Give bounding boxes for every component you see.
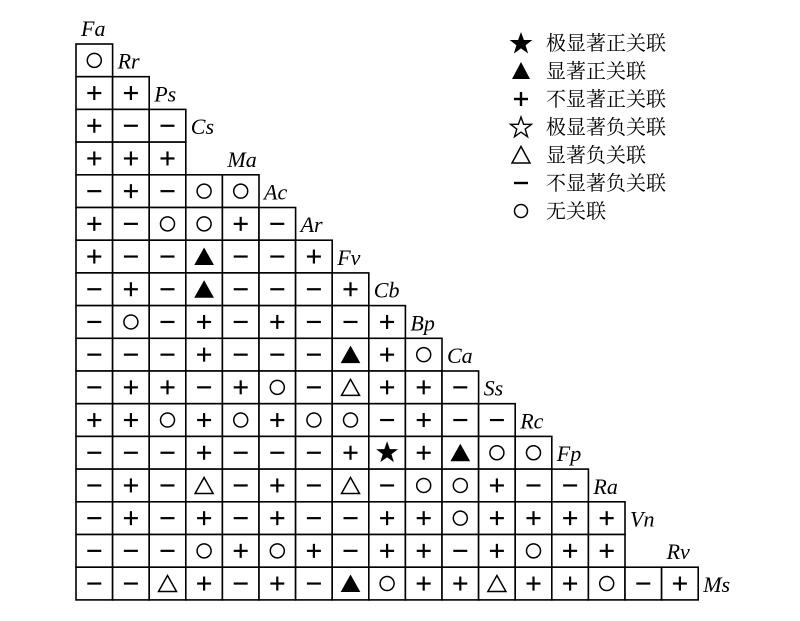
matrix-cell [113, 77, 150, 110]
matrix-cell [149, 109, 186, 142]
matrix-cell [259, 535, 296, 568]
species-label: Vn [630, 506, 655, 532]
matrix-cell [332, 404, 369, 437]
matrix-cell [186, 404, 223, 437]
species-label: Ca [447, 343, 473, 368]
matrix-cell [113, 567, 150, 600]
species-label: Cb [373, 277, 400, 303]
matrix-cell [76, 404, 113, 437]
matrix-cell [369, 338, 406, 371]
hollow-triangle-icon [508, 143, 534, 167]
matrix-cell [222, 371, 259, 404]
matrix-cell [296, 306, 333, 339]
matrix-cell [113, 502, 150, 535]
matrix-cell [113, 404, 150, 437]
matrix-cell [76, 338, 113, 371]
matrix-cell [296, 535, 333, 568]
matrix-cell [222, 273, 259, 306]
matrix-cell [259, 436, 296, 469]
matrix-cell [113, 436, 150, 469]
filled-star-icon [508, 31, 534, 55]
matrix-cell [222, 567, 259, 600]
hollow-star-icon [508, 115, 534, 139]
matrix-cell [113, 306, 150, 339]
legend-label: 极显著负关联 [546, 115, 666, 139]
matrix-cell [76, 436, 113, 469]
matrix-cell [76, 535, 113, 568]
matrix-cell [259, 502, 296, 535]
legend [508, 29, 666, 225]
matrix-cell [479, 502, 516, 535]
matrix-cell [296, 469, 333, 502]
matrix-cell [515, 567, 552, 600]
matrix-cell [405, 371, 442, 404]
matrix-cell [149, 273, 186, 306]
species-label: Ac [264, 179, 288, 205]
minus-icon [508, 171, 534, 195]
species-label: Fa [81, 16, 106, 41]
matrix-cell [113, 109, 150, 142]
matrix-cell [259, 273, 296, 306]
legend-label: 显著正关联 [546, 59, 646, 83]
matrix-cell [186, 469, 223, 502]
matrix-cell [113, 175, 150, 208]
legend-item-significant-positive [508, 57, 666, 85]
matrix-cell [296, 404, 333, 437]
matrix-cell [76, 371, 113, 404]
species-label: Cs [190, 114, 215, 140]
matrix-cell [369, 436, 406, 469]
species-label: Bp [410, 310, 435, 336]
matrix-cell [186, 240, 223, 273]
matrix-cell [405, 436, 442, 469]
matrix-cell [405, 338, 442, 371]
species-label: Ss [483, 375, 504, 401]
species-label: Ps [154, 81, 177, 107]
matrix-cell [259, 567, 296, 600]
matrix-cell [296, 240, 333, 273]
matrix-cell [296, 567, 333, 600]
matrix-cell [149, 142, 186, 175]
matrix-cell [113, 469, 150, 502]
matrix-cell [405, 502, 442, 535]
matrix-cell [76, 567, 113, 600]
matrix-cell [259, 404, 296, 437]
matrix-cell [76, 502, 113, 535]
legend-item-very-significant-negative [508, 113, 666, 141]
matrix-cell [515, 502, 552, 535]
species-label: Fv [337, 244, 361, 270]
matrix-cell [149, 502, 186, 535]
species-label: Rc [520, 408, 544, 434]
matrix-cell [405, 469, 442, 502]
matrix-cell [149, 371, 186, 404]
matrix-cell [588, 567, 625, 600]
matrix-cell [149, 175, 186, 208]
legend-label: 无关联 [546, 199, 606, 223]
matrix-cell [479, 469, 516, 502]
matrix-cell [222, 240, 259, 273]
matrix-cell [149, 404, 186, 437]
matrix-cell [259, 208, 296, 241]
matrix-cell [76, 208, 113, 241]
matrix-cell [76, 469, 113, 502]
matrix-cell [76, 44, 113, 77]
matrix-cell [76, 77, 113, 110]
matrix-cell [222, 535, 259, 568]
circle-icon [508, 199, 534, 223]
matrix-cell [442, 535, 479, 568]
matrix-cell [405, 567, 442, 600]
species-label: Ms [703, 571, 731, 597]
matrix-cell [442, 371, 479, 404]
matrix-cell [369, 306, 406, 339]
legend-item-very-significant-positive [508, 29, 666, 57]
matrix-cell [369, 469, 406, 502]
matrix-cell [552, 567, 589, 600]
matrix-cell [662, 567, 699, 600]
matrix-cell [515, 436, 552, 469]
matrix-cell [442, 404, 479, 437]
matrix-cell [369, 535, 406, 568]
matrix-cell [222, 469, 259, 502]
matrix-cell [296, 502, 333, 535]
matrix-cell [149, 338, 186, 371]
matrix-cell [149, 306, 186, 339]
legend-item-insignificant-positive [508, 85, 666, 113]
matrix-cell [186, 371, 223, 404]
matrix-cell [76, 240, 113, 273]
legend-label: 极显著正关联 [546, 31, 666, 55]
matrix-cell [222, 338, 259, 371]
species-label: Rv [666, 539, 690, 565]
matrix-cell [479, 567, 516, 600]
matrix-cell [113, 273, 150, 306]
matrix-cell [515, 469, 552, 502]
matrix-cell [332, 469, 369, 502]
plus-icon [508, 87, 534, 111]
matrix-cell [186, 175, 223, 208]
matrix-cell [149, 535, 186, 568]
matrix-cell [186, 338, 223, 371]
matrix-cell [369, 371, 406, 404]
species-label: Ra [593, 473, 618, 499]
matrix-cell [588, 535, 625, 568]
matrix-cell [186, 502, 223, 535]
matrix-cell [369, 502, 406, 535]
legend-label: 不显著正关联 [546, 87, 666, 111]
matrix-cell [113, 240, 150, 273]
matrix-cell [222, 208, 259, 241]
matrix-cell [332, 502, 369, 535]
matrix-cell [588, 502, 625, 535]
matrix-cell [332, 273, 369, 306]
legend-label: 不显著负关联 [546, 171, 666, 195]
matrix-cell [405, 535, 442, 568]
legend-item-significant-negative [508, 141, 666, 169]
matrix-cell [222, 175, 259, 208]
matrix-cell [76, 142, 113, 175]
matrix-cell [259, 338, 296, 371]
legend-label: 显著负关联 [546, 143, 646, 167]
matrix-cell [332, 371, 369, 404]
species-label: Ma [227, 146, 257, 172]
filled-triangle-icon [508, 59, 534, 83]
matrix-cell [113, 208, 150, 241]
matrix-cell [259, 306, 296, 339]
matrix-cell [113, 535, 150, 568]
matrix-cell [76, 175, 113, 208]
matrix-cell [405, 404, 442, 437]
matrix-cell [259, 371, 296, 404]
matrix-cell [76, 306, 113, 339]
matrix-cell [259, 469, 296, 502]
matrix-cell [369, 567, 406, 600]
species-label: Fp [556, 441, 582, 467]
matrix-cell [552, 535, 589, 568]
legend-item-no-association [508, 197, 666, 225]
species-label: Ar [300, 212, 323, 238]
matrix-cell [332, 306, 369, 339]
matrix-cell [222, 436, 259, 469]
matrix-cell [76, 273, 113, 306]
matrix-cell [625, 567, 662, 600]
matrix-cell [113, 371, 150, 404]
legend-item-insignificant-negative [508, 169, 666, 197]
matrix-cell [332, 567, 369, 600]
matrix-cell [149, 469, 186, 502]
matrix-cell [186, 208, 223, 241]
matrix-cell [296, 338, 333, 371]
matrix-cell [186, 436, 223, 469]
matrix-cell [442, 567, 479, 600]
matrix-cell [442, 436, 479, 469]
matrix-cell [186, 535, 223, 568]
matrix-cell [442, 469, 479, 502]
matrix-cell [479, 404, 516, 437]
matrix-cell [515, 535, 552, 568]
matrix-cell [332, 436, 369, 469]
matrix-cell [296, 273, 333, 306]
species-label: Rr [117, 48, 140, 74]
matrix-cell [442, 502, 479, 535]
matrix-cell [149, 436, 186, 469]
matrix-cell [186, 273, 223, 306]
matrix-cell [113, 142, 150, 175]
matrix-cell [149, 240, 186, 273]
matrix-cell [222, 502, 259, 535]
matrix-cell [479, 436, 516, 469]
matrix-cell [222, 404, 259, 437]
matrix-cell [479, 535, 516, 568]
matrix-cell [552, 469, 589, 502]
matrix-cell [332, 535, 369, 568]
matrix-cell [186, 306, 223, 339]
matrix-cell [259, 240, 296, 273]
matrix-cell [369, 404, 406, 437]
matrix-cell [113, 338, 150, 371]
matrix-cell [296, 371, 333, 404]
matrix-cell [552, 502, 589, 535]
matrix-cell [332, 338, 369, 371]
matrix-cell [186, 567, 223, 600]
matrix-cell [222, 306, 259, 339]
matrix-cell [149, 567, 186, 600]
matrix-cell [76, 109, 113, 142]
matrix-cell [149, 208, 186, 241]
matrix-cell [296, 436, 333, 469]
